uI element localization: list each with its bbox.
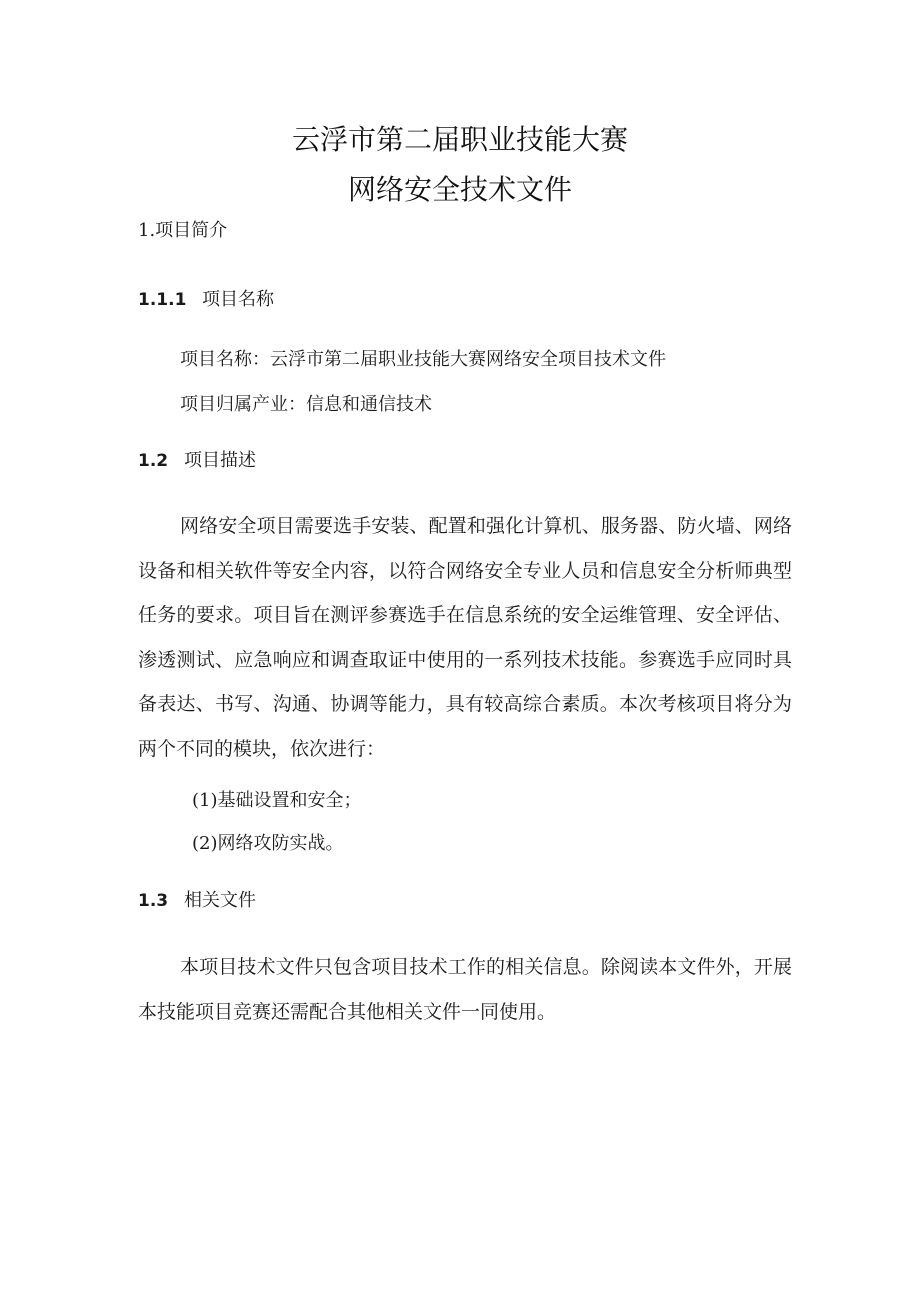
section-1-2-heading: [138, 446, 256, 472]
module-list-item: (2)网络攻防实战。: [192, 833, 344, 854]
section-number: 1.3: [138, 891, 169, 911]
section-number: 1.1.1: [138, 290, 187, 310]
project-description-paragraph: 网络安全项目需要选手安装、配置和强化计算机、服务器、防火墙、网络设备和相关软件等安全内容，以符合网络安全专业人员和信息安全分析师典型任务的要求。项目旨在测评参赛选手在信息系统的安全运维管理、安全评估、渗透测试、应急响应和调查取证中使用的一系列技术技能。参赛选手应同时具备表达、书写、沟通、协调等能力，具有较高综合素质。本次考核项目将分为两个不同的模块，依次进行：: [138, 515, 792, 760]
section-1-heading: 1.项目简介: [138, 220, 228, 241]
section-1-3-heading: [138, 886, 256, 912]
section-1-1-1-heading: [138, 285, 274, 311]
section-label: 相关文件: [184, 890, 256, 911]
document-title-line1: 云浮市第二届职业技能大赛: [291, 123, 628, 156]
document-title-line2: 网络安全技术文件: [347, 173, 572, 206]
module-list-item: (1)基础设置和安全；: [192, 790, 362, 811]
project-industry-line: 项目归属产业：信息和通信技术: [180, 394, 432, 415]
project-name-line: 项目名称：云浮市第二届职业技能大赛网络安全项目技术文件: [180, 349, 666, 370]
related-files-paragraph: 本项目技术文件只包含项目技术工作的相关信息。除阅读本文件外，开展本技能项目竞赛还需配合其他相关文件一同使用。: [138, 956, 792, 1023]
section-label: 项目名称: [202, 289, 274, 310]
section-label: 项目描述: [184, 450, 256, 471]
section-number: 1.2: [138, 451, 169, 471]
